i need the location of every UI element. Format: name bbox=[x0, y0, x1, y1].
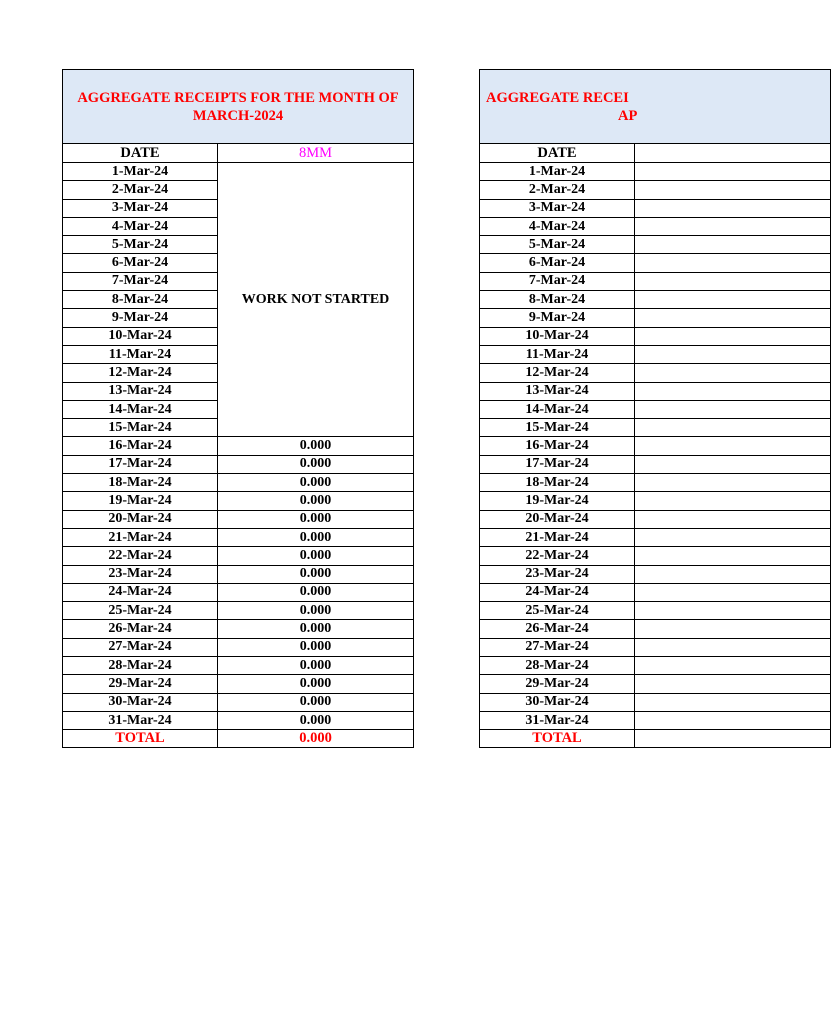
right-title-line1: AGGREGATE RECEI bbox=[486, 89, 629, 106]
right-value-cell bbox=[635, 583, 831, 601]
table-row bbox=[480, 400, 831, 418]
right-date-cell: 8-Mar-24 bbox=[480, 291, 635, 309]
date-cell: 28-Mar-24 bbox=[63, 657, 218, 675]
date-cell: 10-Mar-24 bbox=[63, 327, 218, 345]
table-row bbox=[480, 510, 831, 528]
value-cell: 0.000 bbox=[218, 583, 414, 601]
right-date-cell: 1-Mar-24 bbox=[480, 163, 635, 181]
right-value-cell bbox=[635, 291, 831, 309]
date-cell: 7-Mar-24 bbox=[63, 272, 218, 290]
date-cell: 11-Mar-24 bbox=[63, 345, 218, 363]
right-table-title bbox=[480, 70, 831, 144]
table-row bbox=[63, 693, 414, 711]
date-cell: 20-Mar-24 bbox=[63, 510, 218, 528]
right-value-cell bbox=[635, 602, 831, 620]
right-value-cell bbox=[635, 254, 831, 272]
right-value-cell bbox=[635, 657, 831, 675]
right-date-cell: 21-Mar-24 bbox=[480, 528, 635, 546]
right-date-cell: 29-Mar-24 bbox=[480, 675, 635, 693]
right-value-cell bbox=[635, 492, 831, 510]
table-row bbox=[480, 327, 831, 345]
right-value-cell bbox=[635, 565, 831, 583]
table-row bbox=[480, 345, 831, 363]
date-cell: 16-Mar-24 bbox=[63, 437, 218, 455]
table-row bbox=[480, 711, 831, 729]
right-value-column-header bbox=[635, 144, 831, 163]
right-value-cell bbox=[635, 620, 831, 638]
table-row bbox=[63, 657, 414, 675]
table-row bbox=[480, 620, 831, 638]
right-value-cell bbox=[635, 711, 831, 729]
date-cell: 21-Mar-24 bbox=[63, 528, 218, 546]
table-row bbox=[480, 181, 831, 199]
table-row bbox=[480, 474, 831, 492]
right-value-cell bbox=[635, 638, 831, 656]
right-date-cell: 22-Mar-24 bbox=[480, 547, 635, 565]
table-row bbox=[480, 254, 831, 272]
right-date-cell: 3-Mar-24 bbox=[480, 199, 635, 217]
table-row bbox=[480, 675, 831, 693]
table-row bbox=[480, 217, 831, 235]
table-row bbox=[63, 474, 414, 492]
table-row bbox=[480, 528, 831, 546]
table-row bbox=[63, 602, 414, 620]
table-row bbox=[480, 272, 831, 290]
table-row bbox=[480, 565, 831, 583]
right-date-cell: 31-Mar-24 bbox=[480, 711, 635, 729]
right-date-cell: 10-Mar-24 bbox=[480, 327, 635, 345]
table-row bbox=[63, 547, 414, 565]
table-row bbox=[480, 291, 831, 309]
date-cell: 4-Mar-24 bbox=[63, 217, 218, 235]
value-cell: 0.000 bbox=[218, 711, 414, 729]
table-row bbox=[480, 602, 831, 620]
table-row bbox=[63, 528, 414, 546]
right-value-cell bbox=[635, 163, 831, 181]
table-row bbox=[63, 510, 414, 528]
right-date-cell: 6-Mar-24 bbox=[480, 254, 635, 272]
right-value-cell bbox=[635, 217, 831, 235]
table-row bbox=[480, 693, 831, 711]
right-date-cell: 24-Mar-24 bbox=[480, 583, 635, 601]
right-value-cell bbox=[635, 419, 831, 437]
right-title-line2: AP bbox=[618, 107, 638, 124]
right-date-cell: 17-Mar-24 bbox=[480, 455, 635, 473]
table-row bbox=[63, 492, 414, 510]
table-row bbox=[480, 583, 831, 601]
table-row bbox=[63, 620, 414, 638]
date-cell: 3-Mar-24 bbox=[63, 199, 218, 217]
right-date-cell: 26-Mar-24 bbox=[480, 620, 635, 638]
right-value-cell bbox=[635, 309, 831, 327]
right-date-cell: 16-Mar-24 bbox=[480, 437, 635, 455]
value-cell: 0.000 bbox=[218, 657, 414, 675]
value-cell: 0.000 bbox=[218, 675, 414, 693]
table-row bbox=[63, 163, 414, 181]
value-cell: 0.000 bbox=[218, 437, 414, 455]
right-date-cell: 5-Mar-24 bbox=[480, 236, 635, 254]
right-value-cell bbox=[635, 345, 831, 363]
table-row bbox=[63, 583, 414, 601]
right-date-cell: 7-Mar-24 bbox=[480, 272, 635, 290]
table-row bbox=[480, 199, 831, 217]
right-date-cell: 12-Mar-24 bbox=[480, 364, 635, 382]
table-row bbox=[63, 565, 414, 583]
8mm-column-header: 8MM bbox=[218, 144, 414, 163]
table-row bbox=[63, 455, 414, 473]
date-cell: 13-Mar-24 bbox=[63, 382, 218, 400]
value-cell: 0.000 bbox=[218, 620, 414, 638]
table-row bbox=[480, 455, 831, 473]
date-cell: 18-Mar-24 bbox=[63, 474, 218, 492]
table-row bbox=[480, 638, 831, 656]
table-row bbox=[480, 419, 831, 437]
right-value-cell bbox=[635, 272, 831, 290]
value-cell: 0.000 bbox=[218, 474, 414, 492]
right-value-cell bbox=[635, 199, 831, 217]
table-row bbox=[480, 163, 831, 181]
date-cell: 24-Mar-24 bbox=[63, 583, 218, 601]
right-date-cell: 19-Mar-24 bbox=[480, 492, 635, 510]
table-row bbox=[63, 638, 414, 656]
date-cell: 19-Mar-24 bbox=[63, 492, 218, 510]
date-cell: 1-Mar-24 bbox=[63, 163, 218, 181]
table-row bbox=[480, 657, 831, 675]
right-value-cell bbox=[635, 327, 831, 345]
date-cell: 30-Mar-24 bbox=[63, 693, 218, 711]
right-date-cell: 9-Mar-24 bbox=[480, 309, 635, 327]
value-cell: 0.000 bbox=[218, 565, 414, 583]
value-cell: 0.000 bbox=[218, 602, 414, 620]
right-date-cell: 4-Mar-24 bbox=[480, 217, 635, 235]
right-date-cell: 14-Mar-24 bbox=[480, 400, 635, 418]
table-row bbox=[63, 675, 414, 693]
date-cell: 23-Mar-24 bbox=[63, 565, 218, 583]
date-cell: 27-Mar-24 bbox=[63, 638, 218, 656]
right-date-cell: 11-Mar-24 bbox=[480, 345, 635, 363]
right-date-cell: 18-Mar-24 bbox=[480, 474, 635, 492]
value-cell: 0.000 bbox=[218, 638, 414, 656]
date-cell: 25-Mar-24 bbox=[63, 602, 218, 620]
table-row bbox=[63, 437, 414, 455]
right-value-cell bbox=[635, 693, 831, 711]
right-value-cell bbox=[635, 236, 831, 254]
april-receipts-table bbox=[479, 69, 831, 748]
date-column-header: DATE bbox=[63, 144, 218, 163]
right-value-cell bbox=[635, 474, 831, 492]
right-value-cell bbox=[635, 181, 831, 199]
right-date-cell: 27-Mar-24 bbox=[480, 638, 635, 656]
table-row bbox=[480, 437, 831, 455]
right-value-cell bbox=[635, 547, 831, 565]
right-value-cell bbox=[635, 675, 831, 693]
right-total-value bbox=[635, 730, 831, 748]
right-value-cell bbox=[635, 528, 831, 546]
work-not-started-note: WORK NOT STARTED bbox=[218, 163, 414, 437]
right-date-cell: 2-Mar-24 bbox=[480, 181, 635, 199]
table-row bbox=[480, 492, 831, 510]
right-date-cell: 15-Mar-24 bbox=[480, 419, 635, 437]
right-total-row bbox=[480, 730, 831, 748]
date-cell: 5-Mar-24 bbox=[63, 236, 218, 254]
date-cell: 9-Mar-24 bbox=[63, 309, 218, 327]
date-cell: 8-Mar-24 bbox=[63, 291, 218, 309]
table-row bbox=[480, 309, 831, 327]
date-cell: 12-Mar-24 bbox=[63, 364, 218, 382]
right-value-cell bbox=[635, 455, 831, 473]
value-cell: 0.000 bbox=[218, 455, 414, 473]
date-cell: 14-Mar-24 bbox=[63, 400, 218, 418]
table-row bbox=[480, 364, 831, 382]
date-cell: 31-Mar-24 bbox=[63, 711, 218, 729]
table-row bbox=[480, 382, 831, 400]
right-value-cell bbox=[635, 382, 831, 400]
value-cell: 0.000 bbox=[218, 547, 414, 565]
right-value-cell bbox=[635, 400, 831, 418]
total-value: 0.000 bbox=[218, 730, 414, 748]
total-row bbox=[63, 730, 414, 748]
table-row bbox=[480, 547, 831, 565]
value-cell: 0.000 bbox=[218, 510, 414, 528]
right-date-cell: 20-Mar-24 bbox=[480, 510, 635, 528]
date-cell: 2-Mar-24 bbox=[63, 181, 218, 199]
date-cell: 22-Mar-24 bbox=[63, 547, 218, 565]
right-date-cell: 28-Mar-24 bbox=[480, 657, 635, 675]
right-value-cell bbox=[635, 510, 831, 528]
date-cell: 29-Mar-24 bbox=[63, 675, 218, 693]
right-table-viewport bbox=[479, 69, 638, 769]
total-label: TOTAL bbox=[63, 730, 218, 748]
right-date-column-header: DATE bbox=[480, 144, 635, 163]
date-cell: 17-Mar-24 bbox=[63, 455, 218, 473]
right-date-cell: 25-Mar-24 bbox=[480, 602, 635, 620]
right-date-cell: 30-Mar-24 bbox=[480, 693, 635, 711]
table-row bbox=[63, 711, 414, 729]
date-cell: 6-Mar-24 bbox=[63, 254, 218, 272]
right-date-cell: 23-Mar-24 bbox=[480, 565, 635, 583]
date-cell: 15-Mar-24 bbox=[63, 419, 218, 437]
right-value-cell bbox=[635, 364, 831, 382]
right-total-label: TOTAL bbox=[480, 730, 635, 748]
table-row bbox=[480, 236, 831, 254]
value-cell: 0.000 bbox=[218, 528, 414, 546]
left-table-title: AGGREGATE RECEIPTS FOR THE MONTH OF MARCH-2024 bbox=[63, 70, 414, 144]
march-receipts-table bbox=[62, 69, 414, 748]
date-cell: 26-Mar-24 bbox=[63, 620, 218, 638]
right-value-cell bbox=[635, 437, 831, 455]
value-cell: 0.000 bbox=[218, 693, 414, 711]
right-date-cell: 13-Mar-24 bbox=[480, 382, 635, 400]
value-cell: 0.000 bbox=[218, 492, 414, 510]
